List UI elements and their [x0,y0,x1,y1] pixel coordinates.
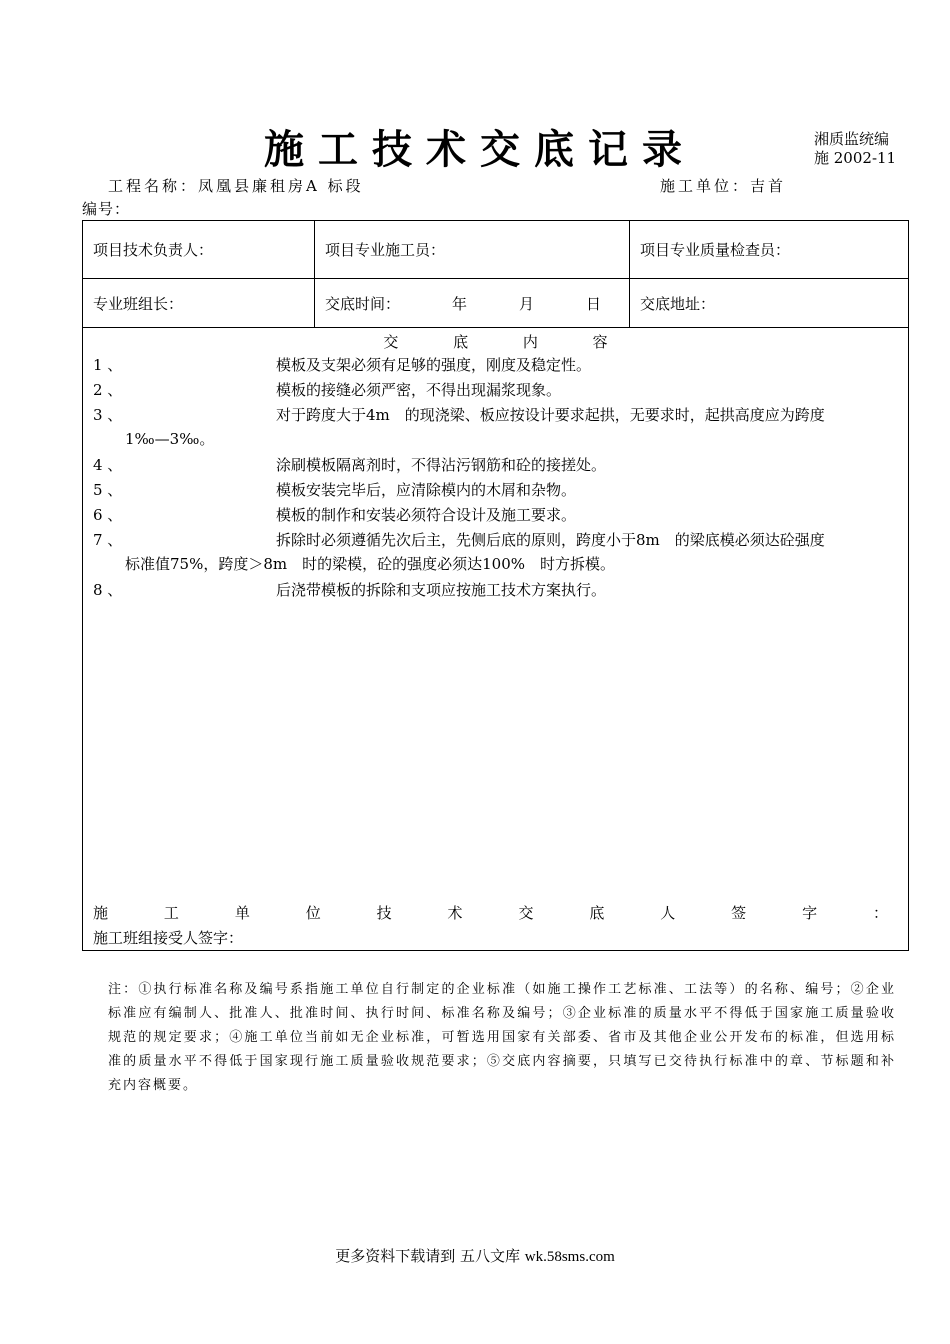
sign-char: 交 [518,904,534,922]
location-label: 交底地址： [640,294,716,313]
form-code [814,130,896,168]
record-table [82,220,909,951]
team-leader-label: 专业班组长： [93,294,184,313]
time-label: 交底时间： [325,294,401,313]
construction-staff-cell [314,221,629,278]
item-number: 2 、 [93,381,123,399]
item-text: 模板安装完毕后，应清除模内的木屑和杂物。 [276,481,577,499]
item-text: 拆除时必须遵循先次后主，先侧后底的原则，跨度小于8m 的梁底模必须达砼强度 [276,531,825,549]
tech-leader-label: 项目技术负责人： [93,241,214,259]
table-row-staff [83,221,908,279]
item-text: 后浇带模板的拆除和支项应按施工技术方案执行。 [276,581,607,599]
item-text: 模板及支架必须有足够的强度，刚度及稳定性。 [276,356,592,374]
sign-char: 位 [305,904,321,922]
content-heading: 交 底 内 容 [383,333,608,351]
page-footer [0,1245,950,1266]
item-number: 5 、 [93,481,123,499]
table-row-time [83,279,908,328]
form-code-line1: 湘质监统编 [814,130,890,148]
sign-char: 单 [234,904,250,922]
item-text: 模板的制作和安装必须符合设计及施工要求。 [276,506,577,524]
number-label: 编号： [82,200,131,218]
footnote: 注：①执行标准名称及编号系指施工单位自行制定的企业标准（如施工操作工艺标准、工法等）的名称、编号；②企业标准应有编制人、批准人、批准时间、执行时间、标准名称及编号；③企业标准的质量水平不得低于国家施工质量验收规范的规定要求；④施工单位当前如无企业标准，可暂选用国家有关部委、省市及其他企业公开发布的标准，但选用标准的质量水平不得低于国家现行施工质量验收规范要求；⑤交底内容摘要，只填写已交待执行标准中的章、节标题和补充内容概要。 [108,982,896,1093]
time-cell [314,279,629,327]
sign-char: 字 [802,904,818,922]
project-name: 工程名称：凤凰县廉租房A 标段 [108,177,364,195]
sign-char: 施 [93,904,109,922]
document-title: 施工技术交底记录 [264,126,696,173]
tech-leader-cell [83,221,314,278]
day-label: 日 [586,294,602,313]
item-number: 6 、 [93,506,123,524]
location-cell [629,279,908,327]
item-number: 1 、 [93,356,123,374]
quality-inspector-label: 项目专业质量检查员： [640,241,791,259]
sign-char: 人 [660,904,676,922]
item-text: 对于跨度大于4m 的现浇梁、板应按设计要求起拱，无要求时，起拱高度应为跨度 [276,406,825,424]
construction-staff-label: 项目专业施工员： [325,241,446,259]
sign-char: 底 [589,904,605,922]
sign-char: 工 [163,904,179,922]
footer-text: 更多资料下载请到 五八文库 [335,1247,525,1265]
construction-unit: 施工单位：吉首 [660,177,787,195]
item-text: 模板的接缝必须严密，不得出现漏浆现象。 [276,381,562,399]
team-signature-label: 施工班组接受人签字： [93,929,244,947]
month-label: 月 [519,294,535,313]
team-leader-cell [83,279,314,327]
item-number: 3 、 [93,406,123,424]
sign-char: 术 [447,904,463,922]
unit-signature-label [93,902,888,923]
year-label: 年 [452,294,468,313]
sign-char: 签 [731,904,747,922]
item-number: 7 、 [93,531,123,549]
item-number: 8 、 [93,581,123,599]
sign-char: ： [872,904,888,922]
item-text: 涂刷模板隔离剂时，不得沾污钢筋和砼的接搓处。 [276,456,607,474]
quality-inspector-cell [629,221,908,278]
item-text-continued: 1‰—3‰。 [125,430,215,448]
sign-char: 技 [376,904,392,922]
footer-site-link[interactable]: wk.58sms.com [524,1249,615,1265]
item-text-continued: 标准值75%，跨度＞8m 时的梁模，砼的强度必须达100% 时方拆模。 [125,555,615,573]
item-number: 4 、 [93,456,123,474]
form-code-line2: 施 2002-11 [814,149,897,167]
